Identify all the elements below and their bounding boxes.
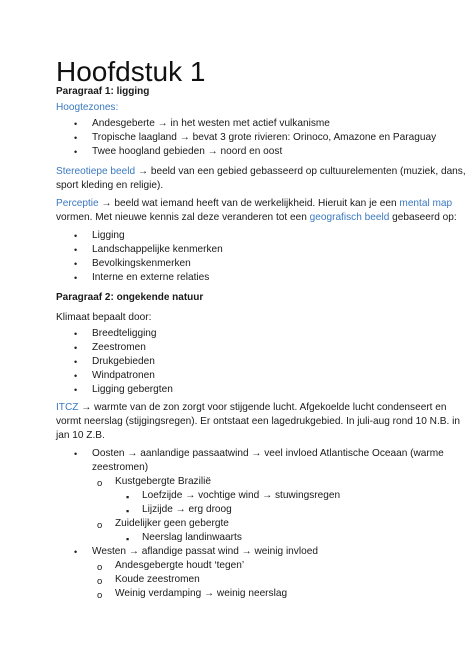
bullet-icon [74,229,77,243]
list-item: Oosten → aanlandige passaatwind → veel invloed Atlantische Oceaan (warme [92,448,444,459]
definition-text-continued: vormt neerslag (stijgingsregen). Er ontstaat een lagedrukgebied. In juli-aug rond 10 N.B. in [56,416,460,427]
list-item: Tropische laagland → bevat 3 grote rivieren: Orinoco, Amazone en Paraguay [92,132,437,143]
definition-text-continued: jan 10 Z.B. [56,430,105,441]
bullet-icon [74,369,77,383]
list-item: Interne en externe relaties [92,272,210,283]
bullet-icon [74,257,77,271]
square-bullet-icon [126,532,129,546]
bullet-icon [74,271,77,285]
bullet-icon [74,447,77,461]
list-item: Zuidelijker geen gebergte [115,518,229,529]
definition-text: → warmte van de zon zorgt voor stijgende lucht. Afgekoelde lucht condenseert en [78,402,447,413]
list-item: Westen → aflandige passat wind → weinig invloed [92,546,318,557]
list-item: Zeestromen [92,342,146,353]
bullet-icon [74,117,77,131]
term-stereotiepe-beeld: Stereotiepe beeld [56,166,136,177]
list-item: Bevolkingskenmerken [92,258,191,269]
square-bullet-icon [126,490,129,504]
list-item: Ligging gebergten [92,384,173,395]
paragraph-stereotiepe-beeld [56,165,466,179]
list-item: Koude zeestromen [115,574,200,585]
circle-bullet-icon [97,560,102,575]
list-item: Weinig verdamping → weinig neerslag [115,588,288,599]
page-title: Hoofdstuk 1 [56,56,206,87]
definition-text: → beeld wat iemand heeft van de werkelijkheid. Hieruit kan je een [98,198,400,209]
list-item: Loefzijde → vochtige wind → stuwingsregen [142,490,341,501]
circle-bullet-icon [97,588,102,603]
term-itcz: ITCZ [56,402,79,413]
term-geografisch-beeld: geografisch beeld [309,212,390,223]
paragraph-itcz [56,401,447,415]
list-item: Andesgebergte houdt ‘tegen’ [115,560,245,571]
intro-text-klimaat: Klimaat bepaalt door: [56,312,152,323]
bullet-icon [74,341,77,355]
section-heading-paragraaf-2: Paragraaf 2: ongekende natuur [56,292,204,303]
list-item: Drukgebieden [92,356,155,367]
bullet-icon [74,545,77,559]
definition-text: gebaseerd op: [389,212,457,223]
definition-text: → beeld van een gebied gebasseerd op cultuurelementen (muziek, dans, [135,166,466,177]
list-item: Kustgebergte Braziliё [115,476,211,487]
list-item: Landschappelijke kenmerken [92,244,223,255]
bullet-icon [74,355,77,369]
circle-bullet-icon [97,574,102,589]
list-item: Twee hoogland gebieden → noord en oost [92,146,283,157]
term-mental-map: mental map [399,198,453,209]
term-perceptie: Perceptie [56,198,99,209]
list-item: Breedteligging [92,328,157,339]
bullet-icon [74,131,77,145]
circle-bullet-icon [97,476,102,491]
list-item-continued: zeestromen) [92,462,149,473]
bullet-icon [74,383,77,397]
circle-bullet-icon [97,518,102,533]
paragraph-perceptie-continued [56,211,457,225]
bullet-icon [74,243,77,257]
definition-text: vormen. Met nieuwe kennis zal deze veranderen tot een [56,212,310,223]
bullet-icon [74,145,77,159]
list-item: Ligging [92,230,125,241]
section-heading-paragraaf-1: Paragraaf 1: ligging [56,86,150,97]
list-item: Andesgeberte → in het westen met actief vulkanisme [92,118,330,129]
paragraph-perceptie [56,197,452,211]
list-item: Neerslag landinwaarts [142,532,242,543]
definition-text-continued: sport kleding en religie). [56,180,164,191]
bullet-icon [74,327,77,341]
list-item: Lijzijde → erg droog [142,504,232,515]
list-item: Windpatronen [92,370,155,381]
term-hoogtezones: Hoogtezones: [56,102,119,113]
square-bullet-icon [126,504,129,518]
